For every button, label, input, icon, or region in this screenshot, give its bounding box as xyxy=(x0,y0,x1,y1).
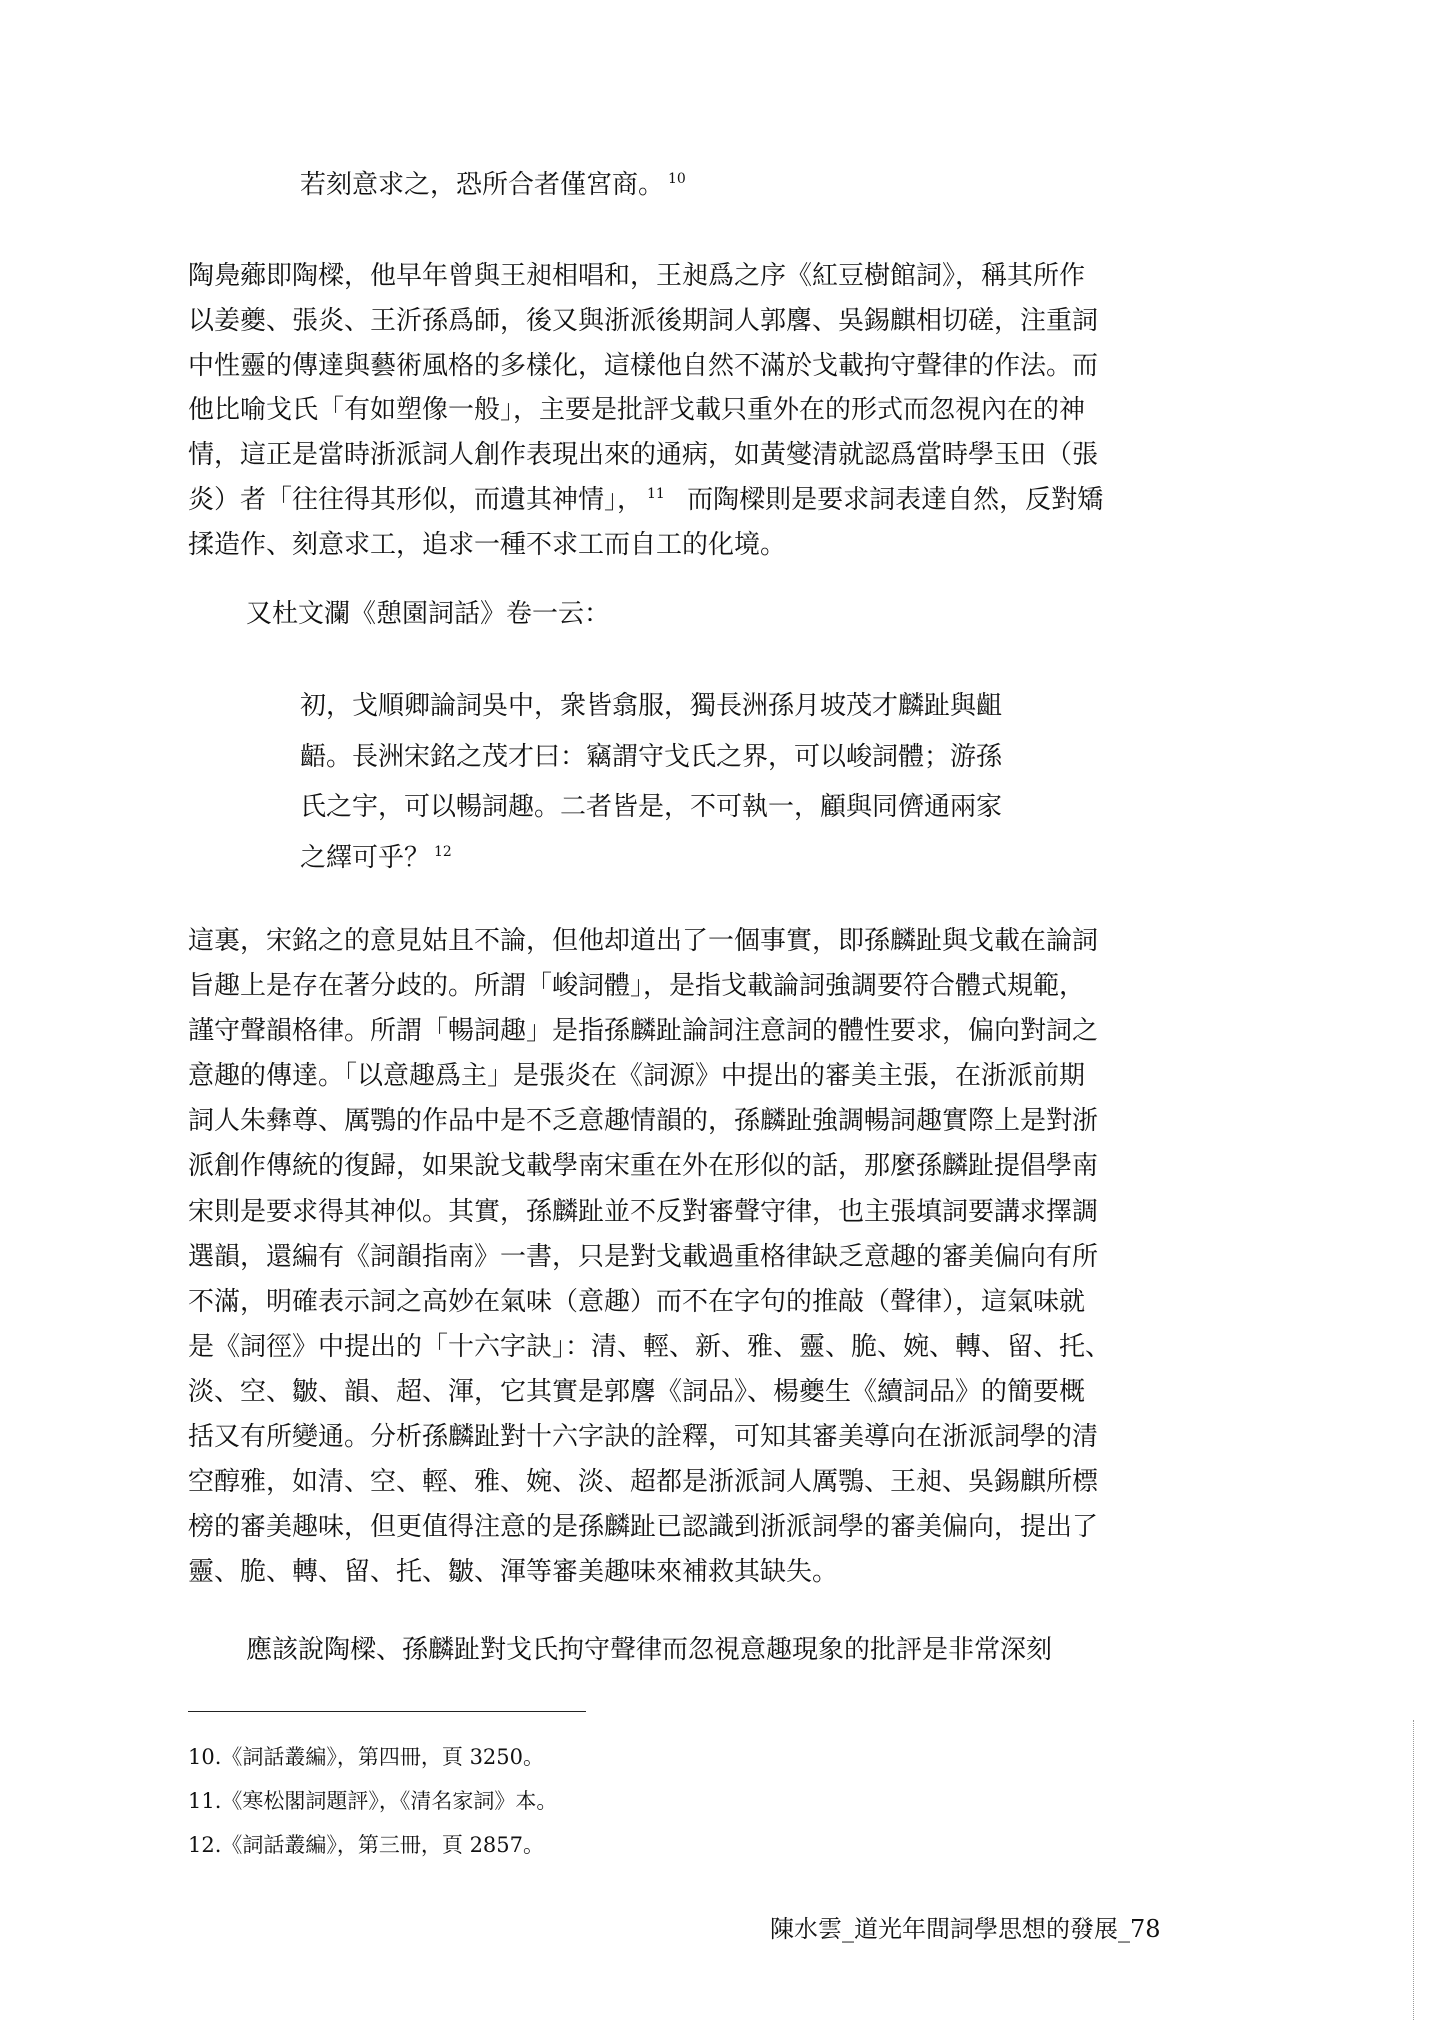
paragraph-line: 炎）者「往往得其形似，而遺其神情」， xyxy=(188,484,644,515)
paragraph-line: 中性靈的傳達與藝術風格的多樣化，這樣他自然不滿於戈載拘守聲律的作法。而 xyxy=(188,350,1099,381)
quote-line: 初，戈順卿論詞吳中，衆皆翕服，獨長洲孫月坡茂才麟趾與齟 xyxy=(300,691,1003,721)
paragraph-line: 是《詞徑》中提出的「十六字訣」：清、輕、新、雅、靈、脆、婉、轉、留、托、 xyxy=(188,1331,1112,1362)
footnotes xyxy=(188,1747,557,1879)
paragraph-line: 他比喻戈氏「有如塑像一般」，主要是批評戈載只重外在的形式而忽視內在的神 xyxy=(188,395,1086,426)
paragraph-line: 陶鳧薌即陶樑，他早年曾與王昶相唱和，王昶爲之序《紅豆樹館詞》，稱其所作 xyxy=(188,261,1086,291)
paragraph-line: 揉造作、刻意求工，追求一種不求工而自工的化境。 xyxy=(188,529,787,560)
paragraph-line: 括又有所變通。分析孫麟趾對十六字訣的詮釋，可知其審美導向在浙派詞學的清 xyxy=(188,1422,1099,1453)
paragraph-line: 旨趣上是存在著分歧的。所謂「峻詞體」，是指戈載論詞強調要符合體式規範， xyxy=(188,971,1086,1002)
quote-intro: 又杜文瀾《憩園詞話》卷一云： xyxy=(246,599,611,629)
paragraph-2 xyxy=(188,928,1111,1604)
footnote-marker: 11 xyxy=(647,485,665,502)
paragraph-line: 謹守聲韻格律。所謂「暢詞趣」是指孫麟趾論詞注意詞的體性要求，偏向對詞之 xyxy=(188,1016,1099,1047)
paragraph-line: 情，這正是當時浙派詞人創作表現出來的通病，如黃燮清就認爲當時學玉田（張 xyxy=(188,440,1099,471)
page-footer: 陳水雲_道光年間詞學思想的發展_78 xyxy=(770,1915,1161,1943)
footnote-marker: 12 xyxy=(434,844,452,861)
paragraph-line: 宋則是要求得其神似。其實，孫麟趾並不反對審聲守律，也主張填詞要講求擇調 xyxy=(188,1196,1099,1227)
paragraph-line: 這裏，宋銘之的意見姑且不論，但他却道出了一個事實，即孫麟趾與戈載在論詞 xyxy=(188,926,1099,956)
paragraph-line: 意趣的傳達。「以意趣爲主」是張炎在《詞源》中提出的審美主張，在浙派前期 xyxy=(188,1061,1086,1092)
footnote-12: 12.《詞話叢編》，第三冊，頁 2857。 xyxy=(188,1833,545,1857)
paragraph-line-tail: 而陶樑則是要求詞表達自然，反對矯 xyxy=(687,484,1104,515)
footnote-divider xyxy=(188,1711,586,1712)
scan-edge-divider xyxy=(1413,1720,1415,2020)
paragraph-line: 靈、脆、轉、留、托、皺、渾等審美趣味來補救其缺失。 xyxy=(188,1557,839,1588)
quote-line: 之繹可乎？ xyxy=(300,843,431,874)
footnote-marker: 10 xyxy=(668,171,686,187)
paragraph-line: 以姜夔、張炎、王沂孫爲師，後又與浙派後期詞人郭麐、吳錫麒相切磋，注重詞 xyxy=(188,305,1099,336)
paragraph-line: 派創作傳統的復歸，如果說戈載學南宋重在外在形似的話，那麼孫麟趾提倡學南 xyxy=(188,1151,1099,1182)
block-quote-1 xyxy=(300,172,686,200)
block-quote-2 xyxy=(300,693,1002,896)
paragraph-line: 空醇雅，如清、空、輕、雅、婉、淡、超都是浙派詞人厲鶚、王昶、吳錫麒所標 xyxy=(188,1467,1099,1498)
footnote-11: 11.《寒松閣詞題評》，《清名家詞》本。 xyxy=(188,1789,558,1813)
footnote-10: 10.《詞話叢編》，第四冊，頁 3250。 xyxy=(188,1745,545,1769)
paragraph-1 xyxy=(188,263,1103,577)
paragraph-line: 淡、空、皺、韻、超、渾，它其實是郭麐《詞品》、楊夔生《續詞品》的簡要概 xyxy=(188,1376,1086,1407)
paragraph-line: 榜的審美趣味，但更值得注意的是孫麟趾已認識到浙派詞學的審美偏向，提出了 xyxy=(188,1512,1099,1543)
paragraph-line: 不滿，明確表示詞之高妙在氣味（意趣）而不在字句的推敲（聲律），這氣味就 xyxy=(188,1286,1086,1317)
quote-line: 氏之宇，可以暢詞趣。二者皆是，不可執一，顧與同儕通兩家 xyxy=(300,792,1003,823)
quote-line: 齬。長洲宋銘之茂才曰：竊謂守戈氏之界，可以峻詞體；游孫 xyxy=(300,741,1003,772)
paragraph-line: 選韻，還編有《詞韻指南》一書，只是對戈載過重格律缺乏意趣的審美偏向有所 xyxy=(188,1241,1099,1272)
paragraph-line: 詞人朱彝尊、厲鶚的作品中是不乏意趣情韻的，孫麟趾強調暢詞趣實際上是對浙 xyxy=(188,1106,1099,1137)
quote-line: 若刻意求之，恐所合者僅宮商。 xyxy=(300,170,665,200)
paragraph-3: 應該說陶樑、孫麟趾對戈氏拘守聲律而忽視意趣現象的批評是非常深刻 xyxy=(246,1635,1053,1665)
